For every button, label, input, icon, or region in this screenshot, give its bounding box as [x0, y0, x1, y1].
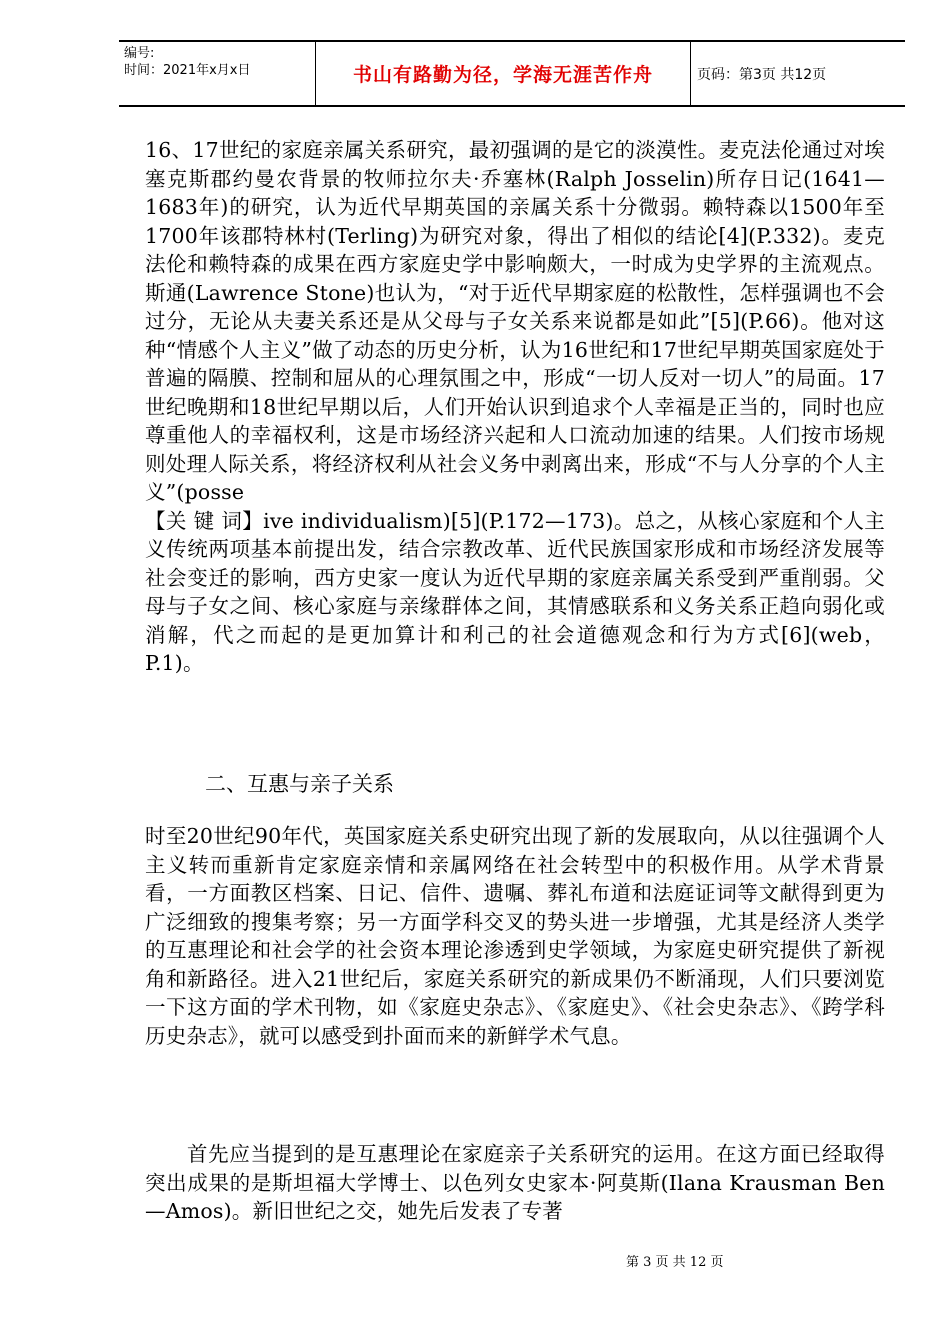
- section-heading: 二、互惠与亲子关系: [205, 772, 394, 796]
- paragraph-1: [145, 136, 885, 678]
- page-info: 页码：第3页 共12页: [697, 66, 827, 83]
- number-label: 编号:: [124, 46, 155, 61]
- page-footer: 第 3 页 共 12 页: [626, 1255, 724, 1270]
- header-motto-cell: [316, 42, 691, 105]
- time-label: 时间：2021年x月x日: [124, 63, 251, 78]
- paragraph-1-text: 16、17世纪的家庭亲属关系研究，最初强调的是它的淡漠性。麦克法伦通过对埃塞克斯郡约曼农背景的牧师拉尔夫·乔塞林(Ralph Josselin)所存日记(1641—1683年)的研究，认为近代早期英国的亲属关系十分微弱。赖特森以1500年至1700年该郡特林村(Terling)为研究对象，得出了相似的结论[4](P.332)。麦克法伦和赖特森的成果在西方家庭史学中影响颇大，一时成为史学界的主流观点。斯通(Lawrence Stone)也认为，“对于近代早期家庭的松散性，怎样强调也不会过分，无论从夫妻关系还是从父母与子女关系来说都是如此”[5](P.66)。他对这种“情感个人主义”做了动态的历史分析，认为16世纪和17世纪早期英国家庭处于普遍的隔膜、控制和屈从的心理氛围之中，形成“一切人反对一切人”的局面。17世纪晚期和18世纪早期以后，人们开始认识到追求个人幸福是正当的，同时也应尊重他人的幸福权利，这是市场经济兴起和人口流动加速的结果。人们按市场规则处理人际关系，将经济权利从社会义务中剥离出来，形成“不与人分享的个人主义”(posse: [145, 138, 885, 504]
- header-page-cell: [691, 42, 905, 105]
- header-table: [119, 40, 905, 107]
- header-left-cell: [119, 42, 316, 105]
- paragraph-1b-text: 【关 键 词】ive individualism)[5](P.172—173)。总之，从核心家庭和个人主义传统两项基本前提出发，结合宗教改革、近代民族国家形成和市场经济发展等社会变迁的影响，西方史家一度认为近代早期的家庭亲属关系受到严重削弱。父母与子女之间、核心家庭与亲缘群体之间，其情感联系和义务关系正趋向弱化或消解，代之而起的是更加算计和利己的社会道德观念和行为方式[6](web，P.1)。: [145, 508, 885, 675]
- paragraph-3: 首先应当提到的是互惠理论在家庭亲子关系研究的运用。在这方面已经取得突出成果的是斯坦福大学博士、以色列女史家本·阿莫斯(Ilana Krausman Ben—Amos)。新旧世纪之交，她先后发表了专著: [145, 1142, 885, 1223]
- paragraph-2: 时至20世纪90年代，英国家庭关系史研究出现了新的发展取向，从以往强调个人主义转而重新肯定家庭亲情和亲属网络在社会转型中的积极作用。从学术背景看，一方面教区档案、日记、信件、遗嘱、葬礼布道和法庭证词等文献得到更为广泛细致的搜集考察；另一方面学科交叉的势头进一步增强，尤其是经济人类学的互惠理论和社会学的社会资本理论渗透到史学领域，为家庭史研究提供了新视角和新路径。进入21世纪后，家庭关系研究的新成果仍不断涌现，人们只要浏览一下这方面的学术刊物，如《家庭史杂志》、《家庭史》、《社会史杂志》、《跨学科历史杂志》，就可以感受到扑面而来的新鲜学术气息。: [145, 824, 885, 1048]
- motto-text: 书山有路勤为径，学海无涯苦作舟: [352, 64, 653, 86]
